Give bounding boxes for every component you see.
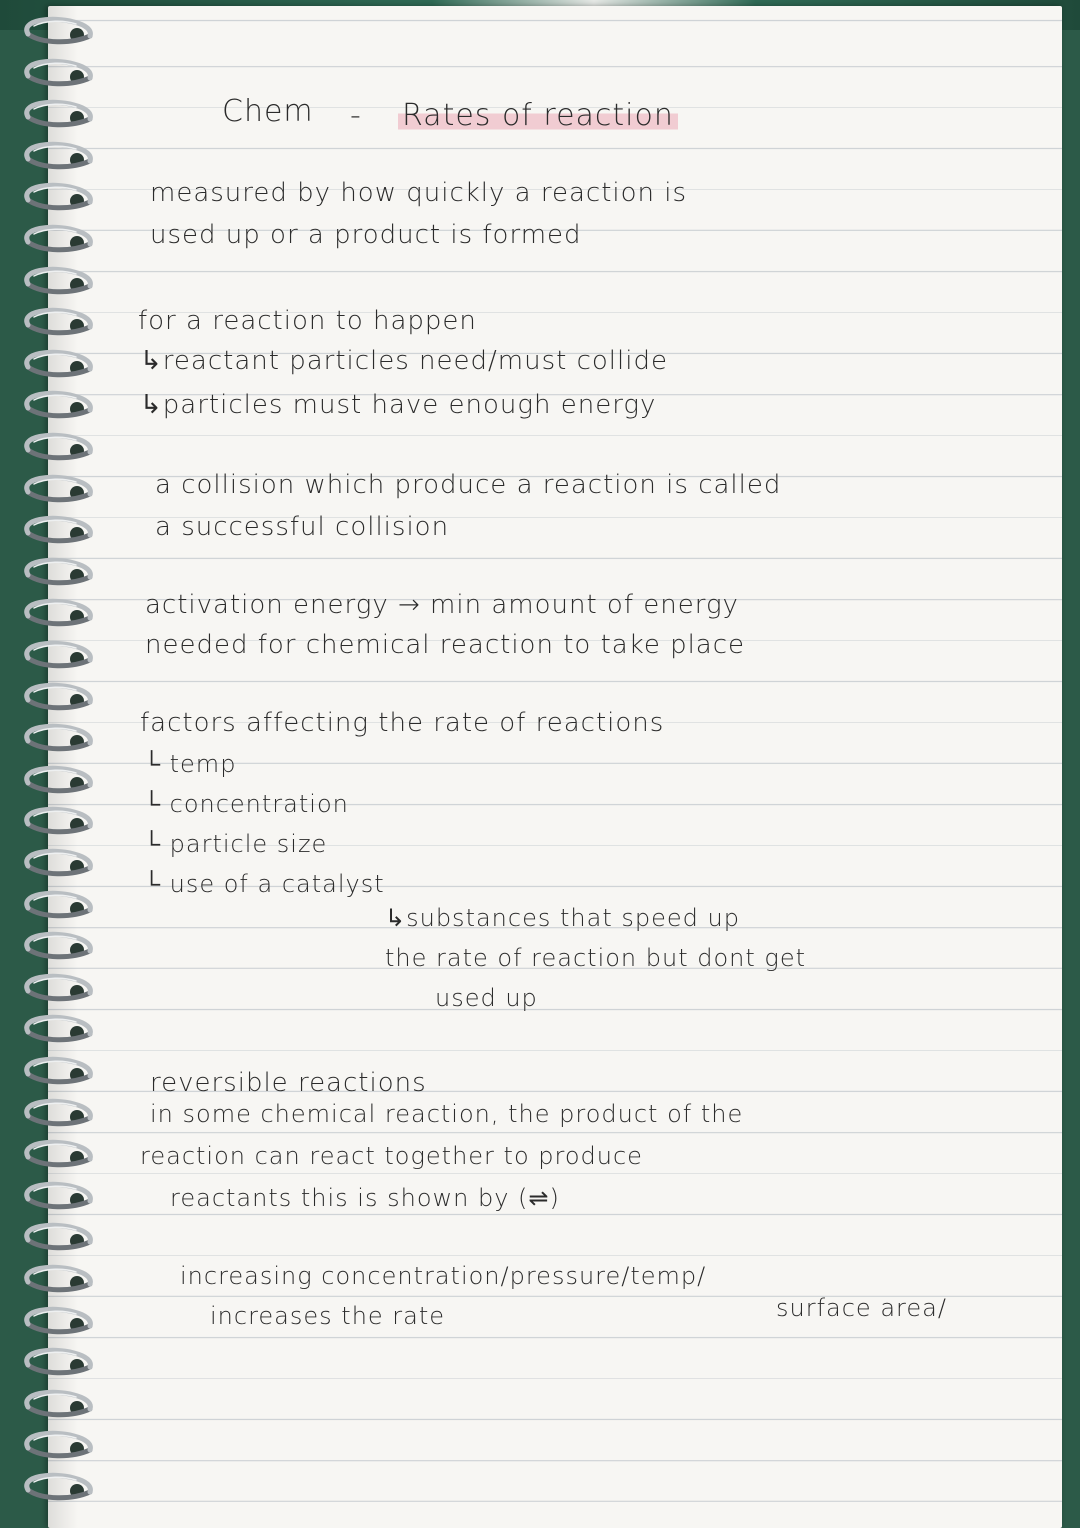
note-line: surface area/: [776, 1294, 947, 1322]
note-line: └ concentration: [143, 790, 349, 818]
note-line: used up: [435, 984, 538, 1012]
note-title-topic: Rates of reaction: [398, 98, 678, 133]
note-line: └ use of a catalyst: [143, 870, 385, 898]
note-line: measured by how quickly a reaction is: [150, 178, 688, 208]
note-line: activation energy → min amount of energy: [145, 590, 739, 620]
note-line: used up or a product is formed: [150, 220, 582, 250]
note-title-dash: -: [350, 98, 362, 133]
note-line: ↳reactant particles need/must collide: [140, 346, 668, 376]
note-line: for a reaction to happen: [138, 306, 477, 336]
note-line: a collision which produce a reaction is called: [155, 470, 782, 500]
note-line: a successful collision: [155, 512, 450, 542]
note-line: reactants this is shown by (⇌): [170, 1184, 560, 1212]
note-line: reversible reactions: [150, 1068, 427, 1098]
note-line: └ particle size: [143, 830, 328, 858]
note-line: increases the rate: [210, 1302, 446, 1330]
note-line: ↳particles must have enough energy: [140, 390, 657, 420]
note-line: needed for chemical reaction to take place: [145, 630, 746, 660]
note-line: in some chemical reaction, the product of the: [150, 1100, 744, 1128]
note-line: ↳substances that speed up: [385, 904, 740, 932]
note-line: └ temp: [143, 750, 237, 778]
note-line: the rate of reaction but dont get: [385, 944, 806, 972]
note-line: increasing concentration/pressure/temp/: [180, 1262, 707, 1290]
note-line: factors affecting the rate of reactions: [140, 708, 665, 738]
note-line: reaction can react together to produce: [140, 1142, 643, 1170]
note-title-subject: Chem: [222, 94, 314, 129]
